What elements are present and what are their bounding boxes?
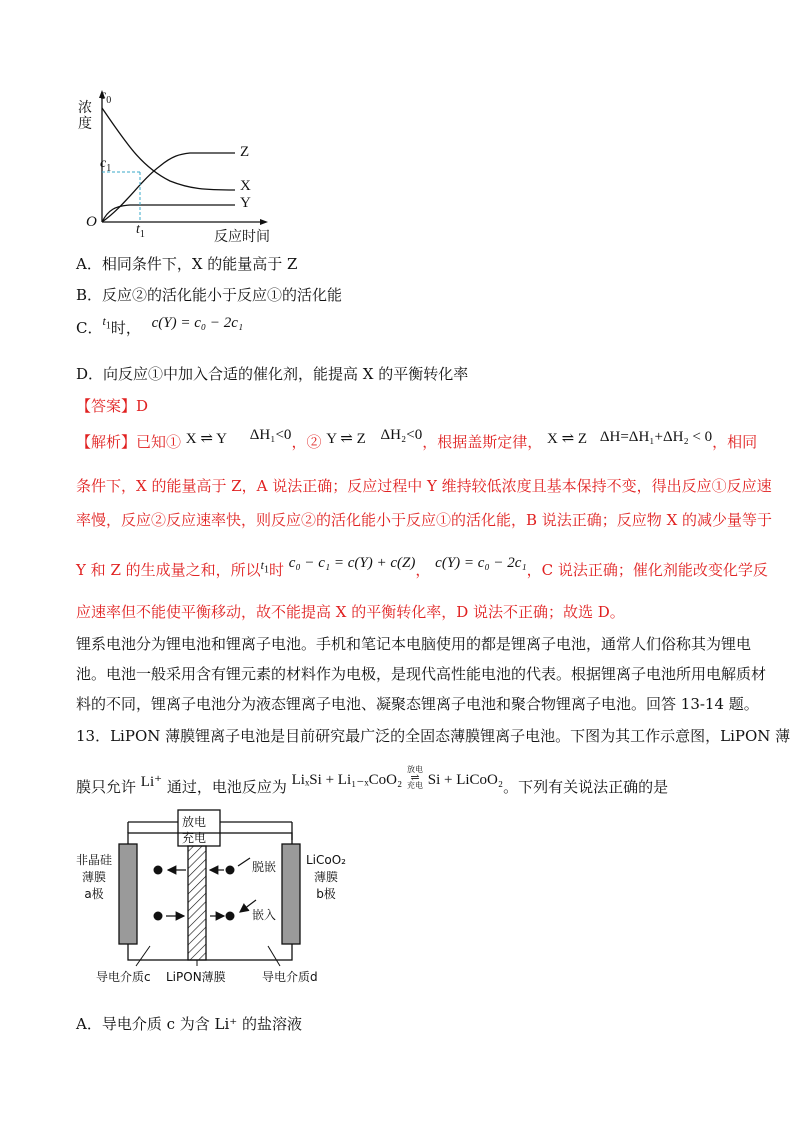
medium-c-label: 导电介质c [96,970,151,984]
membrane-label: LiPON薄膜 [166,970,226,984]
curve-z [102,153,235,222]
leader-c [136,946,150,966]
graph-xlabel: 反应时间 [214,229,270,245]
passage-line-3: 料的不同，锂离子电池分为液态锂离子电池、凝聚态锂离子电池和聚合物锂离子电池。回答 13-14 题。 [76,695,759,713]
graph-c1-label: $c_1$ [100,156,112,174]
graph-y-label: Y [240,195,251,211]
ion-left-top [154,866,163,875]
q13-line-2: 膜只允许 Li⁺ 通过，电池反应为 LiₓSi + Li₁₋ₓCoO₂ 放电 ⇌ 充电 Si + LiCoO₂。下列有关说法正确的是 [76,765,669,796]
passage-line-1: 锂系电池分为锂电池和锂离子电池。手机和笔记本电脑使用的都是锂离子电池，通常人们俗称其为锂电 [76,635,752,653]
electrode-a-label: 非晶硅 薄膜 a极 [75,853,112,901]
ion-right-bottom [226,912,235,921]
medium-d-label: 导电介质d [262,970,318,984]
box-label-charge: 充电 [182,831,207,845]
graph-z-label: Z [240,144,250,160]
passage-line-2: 池。电池一般采用含有锂元素的材料作为电极，是现代高性能电池的代表。根据锂离子电池所用电解质材 [76,665,767,683]
analysis-line-2: 条件下，X 的能量高于 Z，A 说法正确；反应过程中 Y 维持较低浓度且基本保持不变，得出反应①反应速 [76,477,772,495]
arrow-deintercalate [238,858,250,866]
reaction-arrow: 放电 ⇌ 充电 [406,765,423,790]
x-axis-arrow [260,219,268,225]
analysis-line-3: 率慢，反应②反应速率快，则反应②的活化能小于反应①的活化能，B 说法正确；反应物 X 的减少量等于 [76,511,773,529]
leader-d [268,946,280,966]
option-b: B．反应②的活化能小于反应①的活化能 [76,286,343,304]
graph-origin-label: O [86,214,97,230]
option-d: D．向反应①中加入合适的催化剂，能提高 X 的平衡转化率 [76,365,469,383]
q13-option-a: A．导电介质 c 为含 Li⁺ 的盐溶液 [76,1015,302,1033]
cell-container [128,833,292,960]
concentration-graph [80,86,300,242]
analysis-line-1: 【解析】已知① X ⇌ Y ΔH₁<0，② Y ⇌ Z ΔH₂<0，根据盖斯定律， X ⇌ Z ΔH=ΔH₁+ΔH₂ < 0，相同 [76,427,758,451]
option-a: A．相同条件下，X 的能量高于 Z [76,255,298,273]
deintercalate-label: 脱嵌 [252,860,277,874]
intercalate-label: 嵌入 [252,908,277,922]
curve-y [102,205,235,222]
graph-x-label: X [240,178,251,194]
analysis-line-4: Y 和 Z 的生成量之和，所以$^{t_1}$时 c₀ − c₁ = c(Y) + c(Z)， c(Y) = c₀ − 2c₁，C 说法正确；催化剂能改变化学反 [76,555,768,579]
curve-x [102,108,235,190]
graph-ylabel: 浓度 [78,100,92,132]
box-label-discharge: 放电 [182,815,207,829]
ion-right-top [226,866,235,875]
electrode-b-label: LiCoO₂ 薄膜 b极 [306,853,346,901]
answer-label: 【答案】D [76,397,149,415]
graph-t1-label: $t_1$ [136,222,145,240]
graph-c0-label: $c_0$ [100,88,112,106]
option-c: C．$^{t_1}$时， c(Y) = c₀ − 2c₁ [76,314,244,337]
q13-line-1: 13．LiPON 薄膜锂离子电池是目前研究最广泛的全固态薄膜锂离子电池。下图为其工作示意图，LiPON 薄 [76,727,791,745]
electrode-b [282,844,300,944]
lipon-membrane [188,846,206,960]
electrode-a [119,844,137,944]
ion-left-bottom [154,912,163,921]
analysis-line-5: 应速率但不能使平衡移动，故不能提高 X 的平衡转化率，D 说法不正确；故选 D。 [76,603,625,621]
